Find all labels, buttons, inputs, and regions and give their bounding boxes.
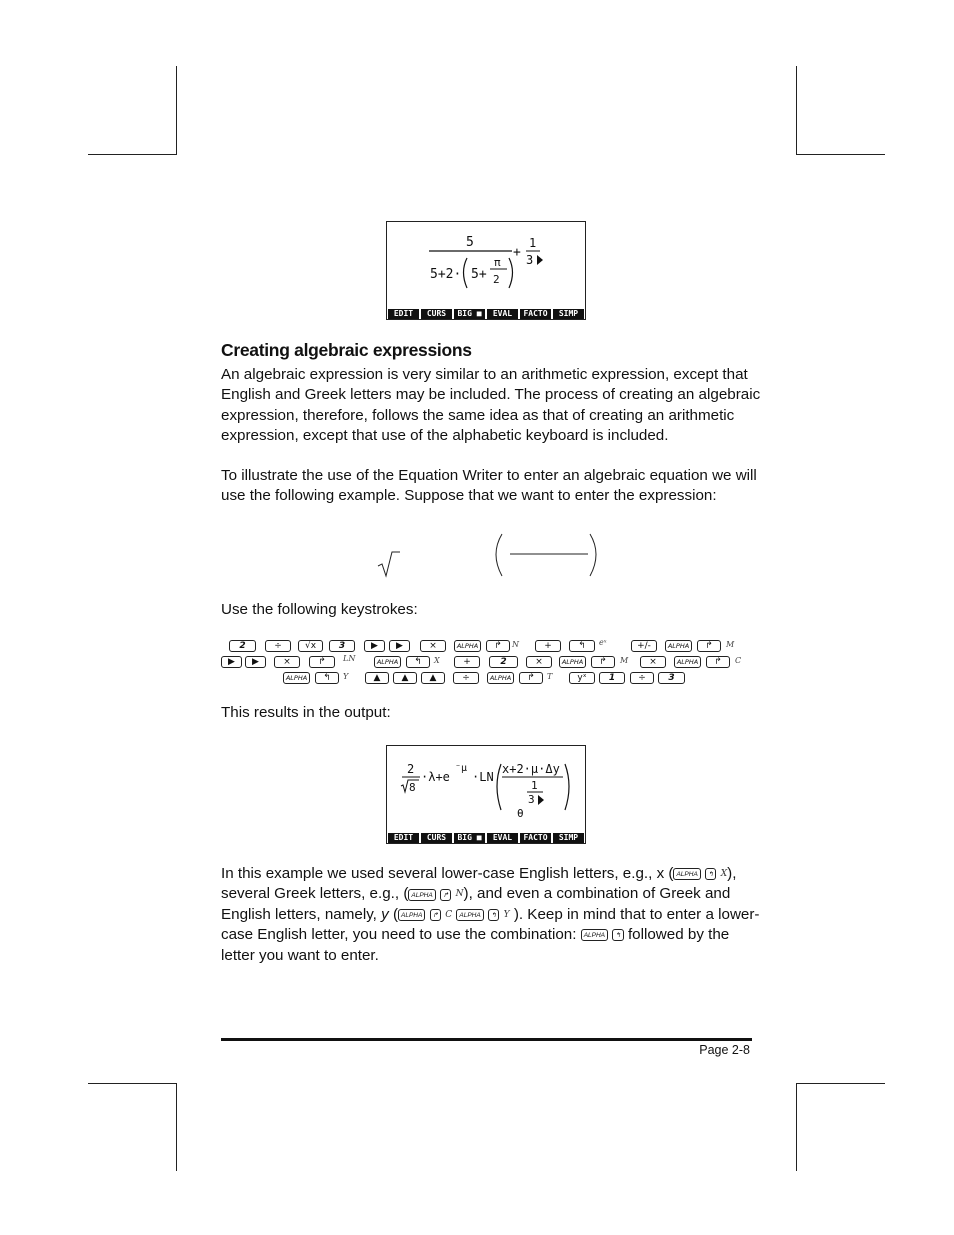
key-right-shift: ↱ <box>519 672 543 684</box>
crop-mark <box>796 1083 797 1171</box>
key-right-arrow: ▶ <box>245 656 266 668</box>
softkey-curs[interactable]: CURS <box>421 833 452 843</box>
key-sublabel: N <box>512 640 519 649</box>
crop-mark <box>796 66 797 154</box>
crop-mark <box>796 154 885 155</box>
paragraph-3-text: In this example we used several lower-case English letters, e.g., x ( ALPHA ↰ X), several Greek letters, e.g., ( ALPHA ↱ N), and even a combination of Greek and English letters, namely, y ( ALPHA ↱ C ALPHA ↰ Y ). Keep in mind that to enter a lower-case English letter, you need to use the combination: ALPHA ↰ followed by the letter you want to enter. <box>221 865 760 964</box>
paragraph-2 <box>221 466 761 507</box>
paragraph-2-text: To illustrate the use of the Equation Writer to enter an algebraic equation we will use the following example. Suppose that we want to enter the expression: <box>221 467 757 505</box>
para3-part-5: ). Keep in mind that to enter a lower-case English letter, you need to use the combination: <box>221 906 760 944</box>
calculator-screen-2 <box>386 745 586 844</box>
key-left-shift: ↰ <box>315 672 339 684</box>
key-up-arrow: ▲ <box>393 672 417 684</box>
inline-left-shift-key: ↰ <box>488 909 499 921</box>
softkey-curs[interactable]: CURS <box>421 309 452 319</box>
key-sublabel: T <box>547 672 553 681</box>
softkey-simp[interactable]: SIMP <box>553 309 584 319</box>
key-right-arrow: ▶ <box>364 640 385 652</box>
inline-sublabel: X <box>720 869 728 879</box>
key-multiply: × <box>274 656 300 668</box>
results-label: This results in the output: <box>221 704 391 721</box>
para3-part-3: ), and even a combination of Greek and English letters, namely, <box>221 885 731 924</box>
key-1: 1 <box>599 672 625 684</box>
svg-text:5+2·: 5+2· <box>430 267 462 282</box>
svg-text:2: 2 <box>407 762 415 776</box>
inline-sublabel: C <box>445 909 453 920</box>
key-up-arrow: ▲ <box>365 672 389 684</box>
key-divide: ÷ <box>265 640 291 652</box>
para3-part-1: In this example we used several lower-case English letters, e.g., x <box>221 865 665 883</box>
keystroke-row-1 <box>221 640 751 655</box>
svg-text:1: 1 <box>531 779 538 792</box>
inline-alpha-key: ALPHA <box>408 889 435 901</box>
para3-part-4: y <box>381 906 389 924</box>
svg-text:·λ+e: ·λ+e <box>421 770 450 784</box>
paragraph-3 <box>221 864 761 966</box>
key-right-shift: ↱ <box>309 656 335 668</box>
inline-right-shift-key: ↱ <box>430 909 441 921</box>
paragraph-1 <box>221 365 761 446</box>
key-up-arrow: ▲ <box>421 672 445 684</box>
softkey-big[interactable]: BIG ■ <box>454 833 485 843</box>
key-alpha: ALPHA <box>487 672 514 684</box>
key-right-shift: ↱ <box>486 640 510 652</box>
keystroke-row-3 <box>221 672 751 687</box>
inline-sublabel: N <box>455 889 464 900</box>
softkey-facto[interactable]: FACTO <box>520 833 551 843</box>
crop-mark <box>176 1083 177 1171</box>
key-plus: + <box>454 656 480 668</box>
key-alpha: ALPHA <box>374 656 401 668</box>
softkey-eval[interactable]: EVAL <box>487 833 518 843</box>
key-multiply: × <box>420 640 446 652</box>
key-alpha: ALPHA <box>665 640 692 652</box>
softkey-edit[interactable]: EDIT <box>388 309 419 319</box>
key-right-shift: ↱ <box>706 656 730 668</box>
inline-alpha-key: ALPHA <box>581 929 608 941</box>
paragraph-1-text: An algebraic expression is very similar to an arithmetic expression, except that English and Greek letters may be included. The process of creating an algebraic expression, therefore, follows the same idea as that of creating an arithmetic expression, except that use of the alphabetic keyboard is included. <box>221 366 761 444</box>
key-sublabel: Y <box>343 672 349 681</box>
key-divide: ÷ <box>453 672 479 684</box>
key-multiply: × <box>640 656 666 668</box>
crop-mark <box>88 154 177 155</box>
keystroke-row-2 <box>221 656 751 671</box>
svg-text:π: π <box>494 256 501 269</box>
inline-sublabel: Y <box>503 909 510 920</box>
svg-text:2: 2 <box>493 273 500 286</box>
page-number: Page 2-8 <box>699 1043 750 1057</box>
para3-part-2: ), several Greek letters, e.g., <box>221 865 737 903</box>
key-left-shift: ↰ <box>569 640 595 652</box>
svg-text:3: 3 <box>528 793 535 806</box>
key-right-shift: ↱ <box>591 656 615 668</box>
svg-text:1: 1 <box>529 236 537 250</box>
svg-text:x+2·μ·Δy: x+2·μ·Δy <box>502 762 560 776</box>
key-power: yˣ <box>569 672 595 684</box>
softkey-menu <box>387 309 585 319</box>
key-sublabel: X <box>434 656 440 665</box>
key-sublabel: M <box>726 640 735 649</box>
footer-rule <box>221 1038 752 1041</box>
key-alpha: ALPHA <box>283 672 310 684</box>
key-divide: ÷ <box>630 672 654 684</box>
softkey-eval[interactable]: EVAL <box>487 309 518 319</box>
softkey-facto[interactable]: FACTO <box>520 309 551 319</box>
key-multiply: × <box>526 656 552 668</box>
inline-left-shift-key: ↰ <box>705 868 716 880</box>
key-sublabel: C <box>735 656 742 665</box>
key-sqrt: √x <box>298 640 323 652</box>
key-alpha: ALPHA <box>454 640 481 652</box>
softkey-menu <box>387 833 585 843</box>
fraction-display-2 <box>387 746 584 832</box>
svg-text:5+: 5+ <box>471 267 487 282</box>
key-sublabel: eˣ <box>599 638 607 647</box>
key-sublabel: M <box>620 656 629 665</box>
svg-text:8: 8 <box>409 781 416 794</box>
inline-right-shift-key: ↱ <box>440 889 451 901</box>
key-3: 3 <box>658 672 685 684</box>
svg-text:5: 5 <box>466 235 474 250</box>
key-3: 3 <box>329 640 355 652</box>
key-2: 2 <box>489 656 518 668</box>
section-heading: Creating algebraic expressions <box>221 340 472 360</box>
fraction-display-1 <box>387 222 584 308</box>
svg-text:+: + <box>513 245 521 260</box>
key-alpha: ALPHA <box>674 656 701 668</box>
key-2: 2 <box>229 640 256 652</box>
svg-text:θ: θ <box>517 807 524 820</box>
softkey-simp[interactable]: SIMP <box>553 833 584 843</box>
crop-mark <box>796 1083 885 1084</box>
svg-text:3: 3 <box>526 253 534 267</box>
expression-figure <box>370 530 610 580</box>
key-alpha: ALPHA <box>559 656 586 668</box>
crop-mark <box>88 1083 177 1084</box>
softkey-big[interactable]: BIG ■ <box>454 309 485 319</box>
key-right-arrow: ▶ <box>389 640 410 652</box>
svg-text:⁻μ: ⁻μ <box>455 763 468 774</box>
inline-left-shift-key: ↰ <box>612 929 623 941</box>
key-sublabel: LN <box>343 654 356 663</box>
use-keystrokes-label: Use the following keystrokes: <box>221 601 418 618</box>
calculator-screen-1 <box>386 221 586 320</box>
inline-alpha-key: ALPHA <box>398 909 425 921</box>
inline-alpha-key: ALPHA <box>456 909 483 921</box>
key-plus: + <box>535 640 561 652</box>
key-right-shift: ↱ <box>697 640 721 652</box>
softkey-edit[interactable]: EDIT <box>388 833 419 843</box>
key-plus-minus: +/- <box>631 640 657 652</box>
key-left-shift: ↰ <box>406 656 430 668</box>
para3-part-6: followed by the letter you want to enter. <box>221 926 730 964</box>
svg-text:·LN: ·LN <box>472 770 494 784</box>
key-right-arrow: ▶ <box>221 656 242 668</box>
inline-alpha-key: ALPHA <box>673 868 700 880</box>
crop-mark <box>176 66 177 154</box>
